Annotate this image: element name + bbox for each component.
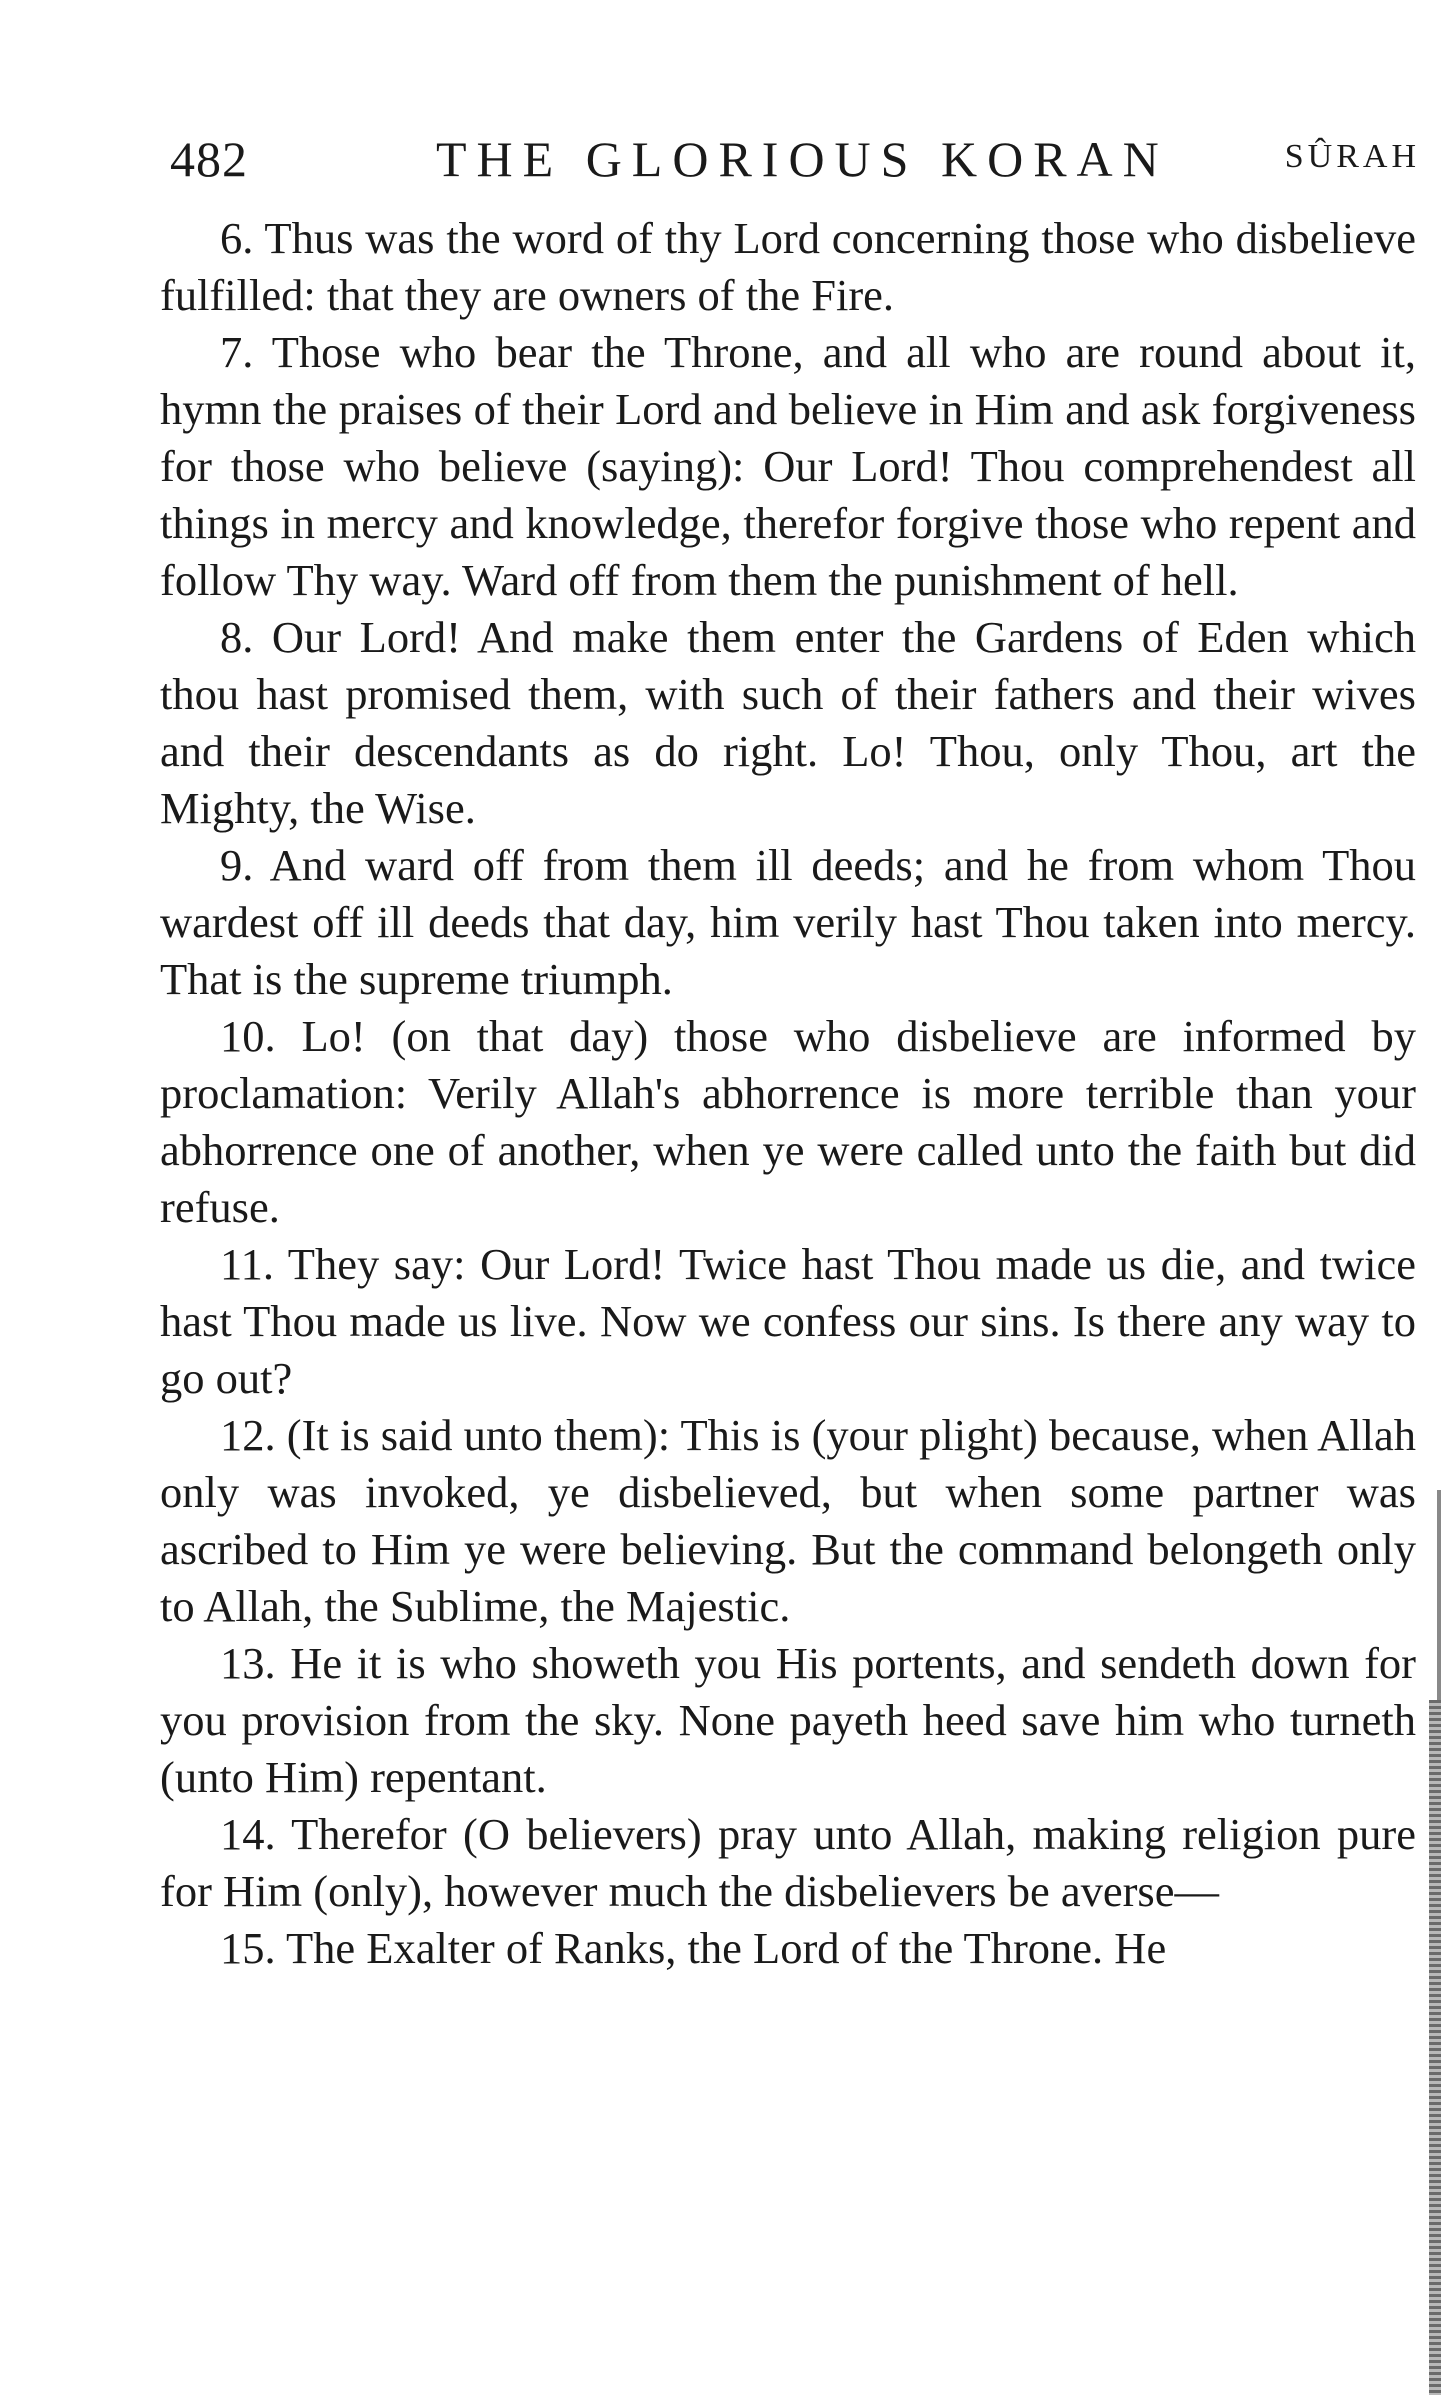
verse-number: 15. <box>220 1923 276 1973</box>
verse-11 <box>160 1236 1416 1407</box>
running-title: THE GLORIOUS KORAN <box>436 131 1169 187</box>
verse-8 <box>160 609 1416 837</box>
verse-14 <box>160 1806 1416 1920</box>
verse-number: 10. <box>220 1011 276 1061</box>
verse-number: 8. <box>220 612 254 662</box>
page-edge-shadow <box>1437 1490 1441 1700</box>
verse-text: And ward off from them ill deeds; and he from whom Thou wardest off ill deeds that day, him verily hast Thou taken into mercy. That is the supreme triumph. <box>160 840 1416 1004</box>
verse-9 <box>160 837 1416 1008</box>
verse-text: Thus was the word of thy Lord concerning those who disbelieve fulfilled: that they are owners of the Fire. <box>160 213 1416 320</box>
verse-number: 6. <box>220 213 254 263</box>
verse-number: 13. <box>220 1638 276 1688</box>
page-edge-texture <box>1429 1700 1441 2395</box>
verse-number: 7. <box>220 327 254 377</box>
verse-number: 11. <box>220 1239 274 1289</box>
verse-list <box>160 210 1416 1977</box>
verse-number: 12. <box>220 1410 276 1460</box>
verse-7 <box>160 324 1416 609</box>
page-number: 482 <box>170 131 248 187</box>
verse-text: They say: Our Lord! Twice hast Thou made us die, and twice hast Thou made us live. Now we confess our sins. Is there any way to go out? <box>160 1239 1416 1403</box>
verse-13 <box>160 1635 1416 1806</box>
verse-text: The Exalter of Ranks, the Lord of the Throne. He <box>285 1923 1167 1973</box>
verse-text: Those who bear the Throne, and all who are round about it, hymn the praises of their Lord and believe in Him and ask forgiveness for those who believe (saying): Our Lord! Thou comprehendest all things in mercy and knowledge, therefor forgive those who repent and follow Thy way. Ward off from them the punishment of hell. <box>160 327 1416 605</box>
verse-text: (It is said unto them): This is (your plight) because, when Allah only was invoked, ye disbelieved, but when some partner was ascribed to Him ye were believing. But the command belongeth only to Allah, the Sublime, the Majestic. <box>160 1410 1417 1631</box>
verse-text: Lo! (on that day) those who disbelieve are informed by proclamation: Verily Allah's abhorrence is more terrible than your abhorrence one of another, when ye were called unto the faith but did refuse. <box>160 1011 1416 1232</box>
verse-text: He it is who showeth you His portents, and sendeth down for you provision from the sky. None payeth heed save him who turneth (unto Him) repentant. <box>160 1638 1416 1802</box>
verse-text: Our Lord! And make them enter the Gardens of Eden which thou hast promised them, with such of their fathers and their wives and their descendants as do right. Lo! Thou, only Thou, art the Mighty, the Wise. <box>160 612 1416 833</box>
page-header <box>170 130 1420 200</box>
verse-12 <box>160 1407 1416 1635</box>
verse-10 <box>160 1008 1416 1236</box>
verse-number: 9. <box>220 840 254 890</box>
verse-number: 14. <box>220 1809 276 1859</box>
verse-6 <box>160 210 1416 324</box>
verse-15 <box>160 1920 1416 1977</box>
verse-text: Therefor (O believers) pray unto Allah, making religion pure for Him (only), however much the disbelievers be averse— <box>160 1809 1416 1916</box>
section-label: SÛRAH <box>1284 138 1420 175</box>
